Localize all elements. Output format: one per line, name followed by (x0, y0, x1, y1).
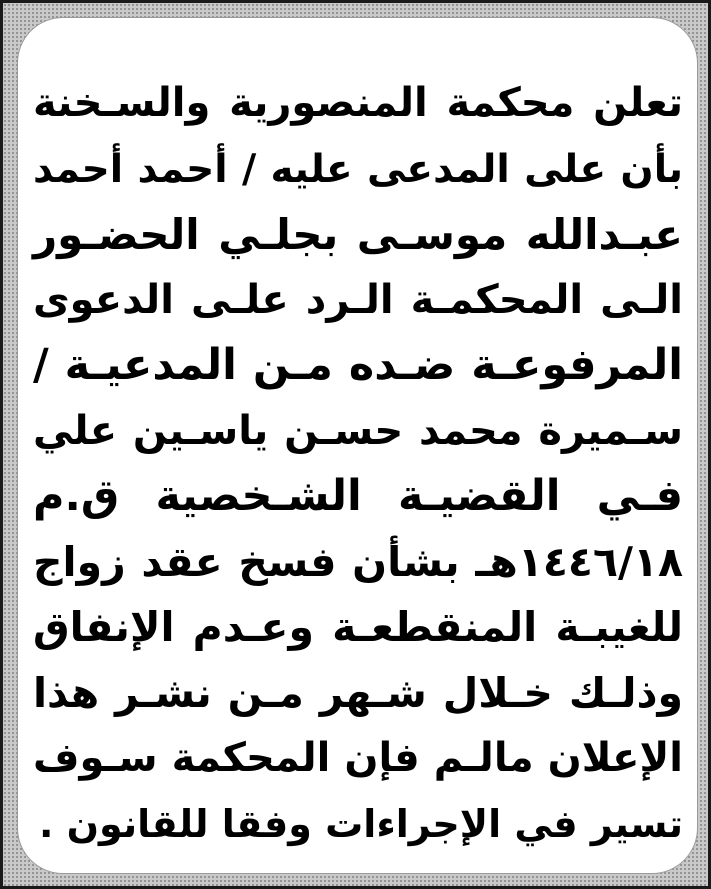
notice-line-12: تسير في الإجراءات وفقا للقانون . (38, 801, 683, 846)
notice-line-10: وذلـك خـلال شـهر مـن نشـر هذا (33, 668, 683, 717)
notice-line-6: سـميرة محمد حسـن ياسـين علي (33, 407, 683, 454)
notice-line-5: المرفوعـة ضـده مـن المدعيـة / (33, 340, 683, 390)
court-notice-text (33, 71, 683, 857)
notice-line-3: عبـدالله موسـى بجلـي الحضـور (33, 210, 683, 259)
notice-line-7: فـي القضيـة الشـخصية ق.م (33, 471, 683, 521)
notice-line-8: ١٤٤٦/١٨هـ بشأن فسخ عقد زواج (33, 537, 683, 586)
notice-line-1: تعلن محكمة المنصورية والسـخنة (33, 80, 683, 126)
notice-line-2: بأن على المدعى عليه / أحمد أحمد (33, 146, 683, 192)
notice-line-4: الـى المحكمـة الـرد علـى الدعوى (33, 276, 683, 323)
notice-line-9: للغيبـة المنقطعـة وعـدم الإنفاق (33, 603, 683, 651)
notice-line-11: الإعلان مالـم فإن المحكمة سـوف (33, 735, 683, 781)
